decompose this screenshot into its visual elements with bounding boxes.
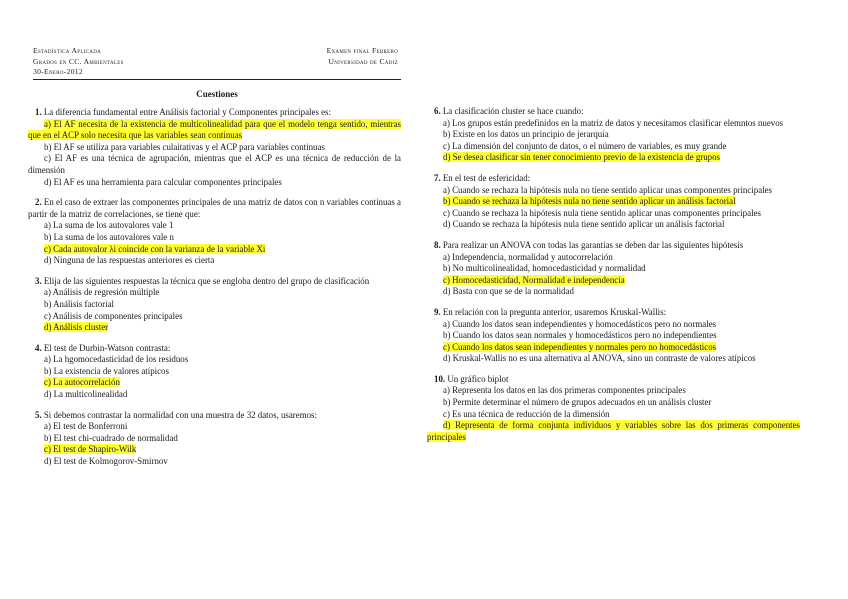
question-stem [427, 240, 800, 252]
answer-option [28, 433, 401, 445]
option-text: Ninguna de las respuestas anteriores es cierta [53, 255, 215, 266]
option-text: Representa de forma conjunta individuos y variables sobre las dos primeras componentes principales [427, 420, 800, 442]
answer-option [28, 177, 401, 189]
option-label: d) [443, 219, 451, 230]
question-number: 6. [434, 106, 441, 116]
option-text: El AF es una herramienta para calcular componentes principales [53, 176, 282, 187]
header-divider [33, 79, 401, 80]
option-text: Cuando se rechaza la hipótesis nula tiene sentido aplicar un análisis factorial [452, 219, 725, 230]
option-text: Kruskal-Wallis no es una alternativa al ANOVA, sino un contraste de valores atípicos [452, 353, 756, 364]
question-number: 9. [434, 306, 441, 317]
answer-option [427, 252, 800, 264]
option-label: a) [443, 385, 450, 396]
option-label: b) [443, 330, 451, 341]
answer-option-highlighted [28, 244, 401, 256]
option-label: c) [443, 341, 450, 352]
question-stem [28, 197, 401, 220]
question-number: 7. [434, 172, 441, 183]
question-stem [427, 374, 800, 386]
question [427, 240, 800, 298]
answer-option [427, 286, 800, 298]
question [427, 374, 800, 444]
option-text: El test de Kolmogorov-Smirnov [53, 456, 168, 467]
question-text: En relación con la pregunta anterior, usaremos Kruskal-Wallis: [442, 306, 667, 317]
answer-option [28, 366, 401, 378]
answer-option [28, 299, 401, 311]
option-label: d) [443, 286, 451, 297]
option-label: c) [44, 153, 51, 164]
answer-option-highlighted [427, 152, 800, 164]
answer-option-highlighted [28, 119, 401, 142]
option-label: c) [44, 444, 51, 455]
answer-option [427, 397, 800, 409]
option-label: b) [443, 196, 451, 207]
question-text: En el caso de extraer las componentes principales de una matriz de datos con n variables continuas a partir de la matriz de correlaciones, se tiene que: [28, 197, 401, 219]
question-number: 10. [434, 373, 446, 384]
answer-option [427, 353, 800, 365]
answer-option [28, 421, 401, 433]
option-text: Representa los datos en las dos primeras componentes principales [452, 385, 686, 396]
answer-option [427, 208, 800, 220]
question [28, 107, 401, 188]
option-text: El AF se utiliza para variables culaitativas y el ACP para variables continuas [53, 141, 325, 152]
exam-title: Examen final Febrero [326, 46, 398, 55]
option-text: Análisis de regresión múltiple [52, 287, 160, 298]
option-label: d) [443, 152, 451, 163]
question-text: En el test de esfericidad: [442, 172, 531, 183]
option-text: No multicolinealidad, homocedasticidad y normalidad [452, 263, 646, 274]
question-number: 4. [35, 342, 42, 353]
option-text: Basta con que se de la normalidad [452, 286, 574, 297]
option-label: d) [443, 353, 451, 364]
question-number: 8. [434, 239, 441, 250]
option-text: El AF es una técnica de agrupación, mientras que el ACP es una técnica de reducción de la dimensión [28, 153, 401, 175]
question [28, 343, 401, 401]
answer-option [28, 142, 401, 154]
answer-option [28, 232, 401, 244]
answer-option [427, 263, 800, 275]
answer-option-highlighted [427, 196, 800, 208]
answer-option [427, 118, 800, 130]
question-stem [28, 410, 401, 422]
option-text: Cuando se rechaza la hipótesis nula no tiene sentido aplicar un análisis factorial [452, 196, 736, 207]
option-label: a) [443, 251, 450, 262]
answer-option-highlighted [427, 420, 800, 443]
option-text: Cuando los datos sean normales y homocedásticos pero no independientes [452, 330, 717, 341]
option-label: c) [44, 310, 51, 321]
answer-option [28, 220, 401, 232]
question-text: La diferencia fundamental entre Análisis factorial y Componentes principales es: [43, 107, 331, 117]
question-stem [28, 276, 401, 288]
course-name: Estadística Aplicada [33, 46, 102, 55]
option-label: b) [44, 298, 52, 309]
question-text: Elija de las siguientes respuestas la técnica que se engloba dentro del grupo de clasificación [43, 275, 370, 286]
exam-date: 30-Enero-2012 [33, 67, 83, 77]
questions-column-right [427, 106, 800, 452]
option-label: d) [44, 176, 52, 187]
option-label: d) [44, 322, 52, 333]
question-stem [427, 307, 800, 319]
option-label: d) [44, 389, 52, 400]
option-label: c) [44, 377, 51, 388]
option-text: Cuando se rechaza la hipótesis nula tiene sentido aplicar unas componentes principales [452, 207, 761, 218]
question-stem [427, 106, 800, 118]
option-text: Cuando los datos sean independientes y normales pero no homocedásticos [452, 341, 717, 352]
answer-option-highlighted [427, 275, 800, 287]
option-text: Homocedasticidad, Normalidad e independencia [452, 274, 625, 285]
question-text: Para realizar un ANOVA con todas las garantías se deben dar las siguientes hipótesis [442, 239, 744, 250]
option-text: Análisis de componentes principales [52, 310, 183, 321]
option-text: El test de Bonferroni [53, 421, 128, 432]
question-text: Un gráfico biplot [447, 373, 509, 384]
answer-option [28, 255, 401, 267]
section-title: Cuestiones [196, 89, 238, 99]
university-name: Universidad de Cádiz [328, 56, 398, 66]
question-number: 5. [35, 409, 42, 420]
option-text: El test de Shapiro-Wilk [53, 444, 137, 455]
answer-option [427, 330, 800, 342]
option-text: El AF necesita de la existencia de multicolinealidad para que el modelo tenga sentido, mientras que en el ACP solo necesita que las variables sean continuas [28, 118, 401, 141]
option-label: b) [443, 397, 451, 408]
answer-option [28, 456, 401, 468]
option-label: b) [44, 141, 52, 152]
answer-option-highlighted [28, 377, 401, 389]
option-text: La multicolinealidad [53, 389, 128, 400]
option-label: a) [44, 287, 51, 298]
option-label: c) [443, 274, 450, 285]
question [28, 197, 401, 267]
answer-option [427, 185, 800, 197]
option-text: Es una técnica de reducción de la dimensión [452, 408, 610, 419]
question [427, 173, 800, 231]
option-label: b) [443, 129, 451, 140]
question [28, 276, 401, 334]
option-text: Análisis factorial [53, 298, 115, 309]
question-number: 2. [35, 197, 42, 208]
answer-option [427, 141, 800, 153]
question-number: 1. [35, 107, 42, 117]
option-label: c) [44, 243, 51, 254]
option-label: d) [443, 420, 451, 431]
option-label: d) [44, 456, 52, 467]
answer-option [427, 319, 800, 331]
answer-option [28, 311, 401, 323]
degree-name: Grados en CC. Ambientales [33, 56, 124, 66]
answer-option [427, 409, 800, 421]
option-text: Se desea clasificar sin tener conocimiento previo de la existencia de grupos [452, 152, 721, 163]
question-stem [28, 107, 401, 119]
option-text: Permite determinar el número de grupos adecuados en un análisis cluster [452, 397, 712, 408]
answer-option [427, 129, 800, 141]
answer-option-highlighted [28, 444, 401, 456]
questions-column-left [28, 107, 401, 477]
header-right [288, 46, 398, 67]
option-text: La suma de los autovalores vale n [53, 231, 174, 242]
answer-option-highlighted [427, 342, 800, 354]
answer-option [28, 287, 401, 299]
option-label: c) [443, 140, 450, 151]
option-label: b) [44, 432, 52, 443]
option-label: a) [443, 184, 450, 195]
option-label: a) [44, 118, 51, 129]
option-text: La dimensión del conjunto de datos, o el número de variables, es muy grande [452, 140, 727, 151]
header-left [33, 46, 124, 78]
option-text: La suma de los autovalores vale 1 [53, 220, 174, 231]
option-text: Cuando los datos sean independientes y homocedásticos pero no normales [452, 318, 717, 329]
option-text: Análisis cluster [53, 322, 109, 333]
option-text: Cuando se rechaza la hipótesis nula no tiene sentido aplicar unas componentes principales [452, 184, 773, 195]
answer-option [28, 354, 401, 366]
question-text: El test de Durbin-Watson contrasta: [43, 342, 171, 353]
option-text: La autocorrelación [53, 377, 120, 388]
answer-option [427, 219, 800, 231]
option-label: c) [443, 408, 450, 419]
answer-option [28, 153, 401, 176]
answer-option [28, 389, 401, 401]
option-text: La hgomocedasticidad de los residuos [53, 354, 189, 365]
question-text: La clasificación cluster se hace cuando: [442, 106, 584, 116]
option-label: b) [44, 231, 52, 242]
option-label: b) [44, 365, 52, 376]
question-stem [427, 173, 800, 185]
option-label: d) [44, 255, 52, 266]
option-label: a) [44, 354, 51, 365]
option-label: a) [443, 117, 450, 128]
option-text: Existe en los datos un principio de jerarquía [452, 129, 609, 140]
option-label: a) [44, 220, 51, 231]
question-number: 3. [35, 275, 42, 286]
option-label: b) [443, 263, 451, 274]
answer-option-highlighted [28, 322, 401, 334]
question-stem [28, 343, 401, 355]
option-label: a) [44, 421, 51, 432]
option-text: Independencia, normalidad y autocorrelación [452, 251, 613, 262]
answer-option [427, 385, 800, 397]
option-label: a) [443, 318, 450, 329]
option-text: La existencia de valores atípicos [53, 365, 169, 376]
question [427, 106, 800, 164]
option-text: Los grupos están predefinidos en la matriz de datos y necesitamos clasificar elemntos nuevos [452, 117, 784, 128]
question [28, 410, 401, 468]
question-text: Si debemos contrastar la normalidad con una muestra de 32 datos, usaremos: [43, 409, 317, 420]
option-text: Cada autovalor λi coincide con la varianza de la variable Xi [53, 243, 266, 254]
option-text: El test chi-cuadrado de normalidad [53, 432, 178, 443]
question [427, 307, 800, 365]
option-label: c) [443, 207, 450, 218]
